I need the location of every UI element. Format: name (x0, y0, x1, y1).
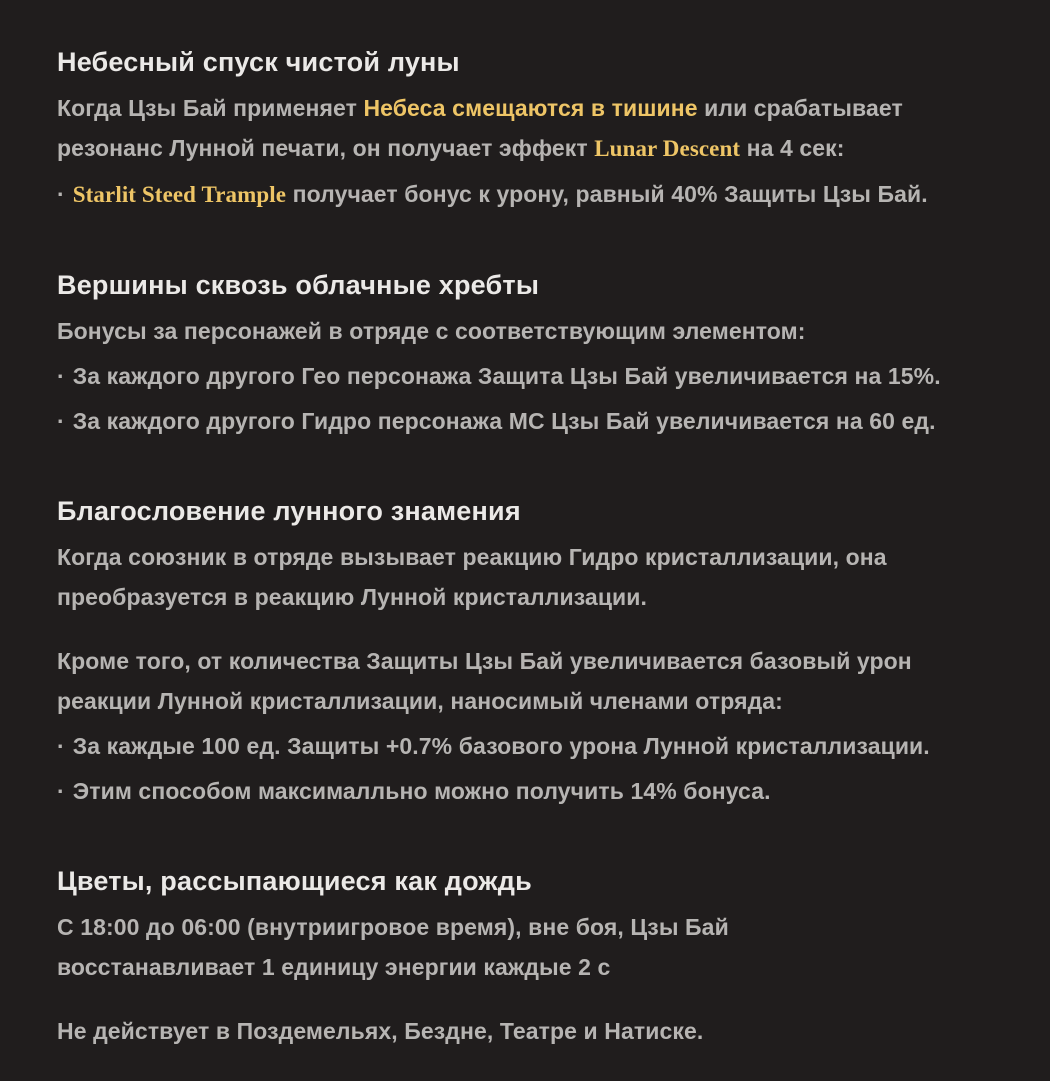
bullet-marker: · (57, 408, 65, 434)
text-line (57, 401, 1025, 441)
skill-name-highlight: Небеса смещаются в тишине (363, 95, 698, 121)
text-line (57, 681, 1025, 721)
text-line (57, 311, 1025, 351)
text-run: Не действует в Поздемельях, Бездне, Театре и Натиске. (57, 1018, 704, 1044)
text-run: С 18:00 до 06:00 (внутриигровое время), вне боя, Цзы Бай (57, 914, 729, 940)
text-line (57, 771, 1025, 811)
section-party-bonuses (57, 267, 1025, 441)
effect-name-highlight: Lunar Descent (594, 136, 741, 161)
bullet-marker: · (57, 363, 65, 389)
bullet-item (57, 174, 1025, 215)
text-run: Когда Цзы Бай применяет (57, 95, 364, 121)
text-run: За каждого другого Гидро персонажа МС Цзы Бай увеличивается на 60 ед. (72, 408, 936, 434)
paragraph (57, 907, 1025, 987)
paragraph (57, 1011, 1025, 1051)
text-line (57, 947, 1025, 987)
section-title: Цветы, рассыпающиеся как дождь (57, 866, 532, 896)
bullet-item (57, 771, 1025, 811)
text-run: За каждого другого Гео персонажа Защита Цзы Бай увеличивается на 15%. (72, 363, 941, 389)
text-line (57, 577, 1025, 617)
text-run: Кроме того, от количества Защиты Цзы Бай увеличивается базовый урон (57, 648, 912, 674)
text-run: реакции Лунной кристаллизации, наносимый членами отряда: (57, 688, 783, 714)
text-line (57, 174, 1025, 215)
text-run: Бонусы за персонажей в отряде с соответствующим элементом: (57, 318, 806, 344)
section-night-energy (57, 863, 1025, 1051)
section-title: Небесный спуск чистой луны (57, 47, 460, 77)
text-run: восстанавливает 1 единицу энергии каждые 2 с (57, 954, 611, 980)
skill-name-highlight: Starlit Steed Trample (72, 182, 287, 207)
text-line (57, 128, 1025, 169)
text-run: Этим способом максималльно можно получить 14% бонуса. (72, 778, 771, 804)
text-run: преобразуется в реакцию Лунной кристаллизации. (57, 584, 648, 610)
bullet-marker: · (57, 778, 65, 804)
text-line (57, 641, 1025, 681)
bullet-item (57, 401, 1025, 441)
bullet-marker: · (57, 733, 65, 759)
text-run: или срабатывает (697, 95, 903, 121)
text-line (57, 1011, 1025, 1051)
text-line (57, 537, 1025, 577)
text-line (57, 356, 1025, 396)
text-line (57, 907, 1025, 947)
bullet-marker: · (57, 181, 65, 207)
paragraph (57, 88, 1025, 169)
bullet-item (57, 356, 1025, 396)
section-lunar-crystallize (57, 493, 1025, 811)
bullet-item (57, 726, 1025, 766)
section-title: Вершины сквозь облачные хребты (57, 270, 540, 300)
text-run: получает бонус к урону, равный 40% Защиты Цзы Бай. (286, 181, 928, 207)
text-run: резонанс Лунной печати, он получает эффект (57, 135, 595, 161)
text-run: Когда союзник в отряде вызывает реакцию Гидро кристаллизации, она (57, 544, 887, 570)
paragraph (57, 537, 1025, 617)
text-line (57, 726, 1025, 766)
section-title: Благословение лунного знамения (57, 496, 521, 526)
paragraph (57, 311, 1025, 351)
text-run: на 4 сек: (740, 135, 845, 161)
section-lunar-descent (57, 44, 1025, 215)
text-run: За каждые 100 ед. Защиты +0.7% базового урона Лунной кристаллизации. (72, 733, 930, 759)
text-line (57, 88, 1025, 128)
paragraph (57, 641, 1025, 721)
